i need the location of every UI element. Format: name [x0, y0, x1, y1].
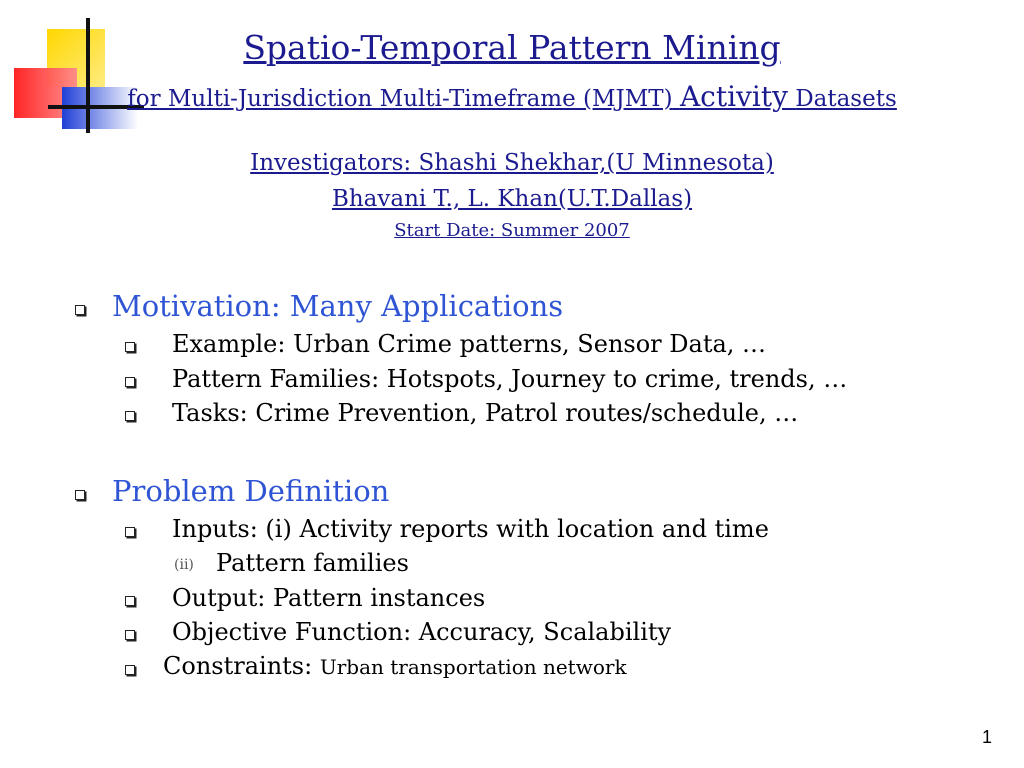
slide-title: Spatio-Temporal Pattern Mining — [243, 28, 781, 67]
slide-subtitle: for Multi-Jurisdiction Multi-Timeframe (MJMT) Activity Datasets — [127, 80, 897, 113]
page-number: 1 — [981, 727, 992, 747]
investigators-line-2: Bhavani T., L. Khan(U.T.Dallas) — [331, 186, 693, 212]
square-bullet-icon — [125, 527, 135, 537]
section-heading-problem-definition: Problem Definition — [112, 474, 390, 508]
list-sub-marker: (ii) — [174, 557, 194, 573]
square-bullet-icon — [125, 342, 135, 352]
square-bullet-icon — [125, 665, 135, 675]
list-item: Pattern Families: Hotspots, Journey to crime, trends, … — [172, 365, 848, 393]
list-item: Objective Function: Accuracy, Scalability — [172, 618, 672, 646]
constraints-text: Urban transportation network — [319, 655, 627, 679]
list-item: Output: Pattern instances — [172, 584, 486, 612]
colored-squares-logo-icon — [0, 0, 150, 140]
square-bullet-icon — [125, 377, 135, 387]
list-item: Tasks: Crime Prevention, Patrol routes/schedule, … — [172, 399, 799, 427]
list-item-constraints — [163, 652, 627, 680]
constraints-label: Constraints: — [163, 652, 313, 680]
list-item: Example: Urban Crime patterns, Sensor Data, … — [172, 330, 767, 358]
square-bullet-icon — [125, 411, 135, 421]
list-item: Inputs: (i) Activity reports with location and time — [172, 515, 769, 543]
section-heading-motivation: Motivation: Many Applications — [112, 289, 564, 323]
square-bullet-icon — [75, 490, 85, 500]
start-date: Start Date: Summer 2007 — [394, 220, 630, 241]
investigators-line-1: Investigators: Shashi Shekhar,(U Minnesota) — [250, 150, 774, 176]
square-bullet-icon — [125, 596, 135, 606]
square-bullet-icon — [125, 630, 135, 640]
list-sub-item: Pattern families — [216, 549, 409, 577]
square-bullet-icon — [75, 305, 85, 315]
